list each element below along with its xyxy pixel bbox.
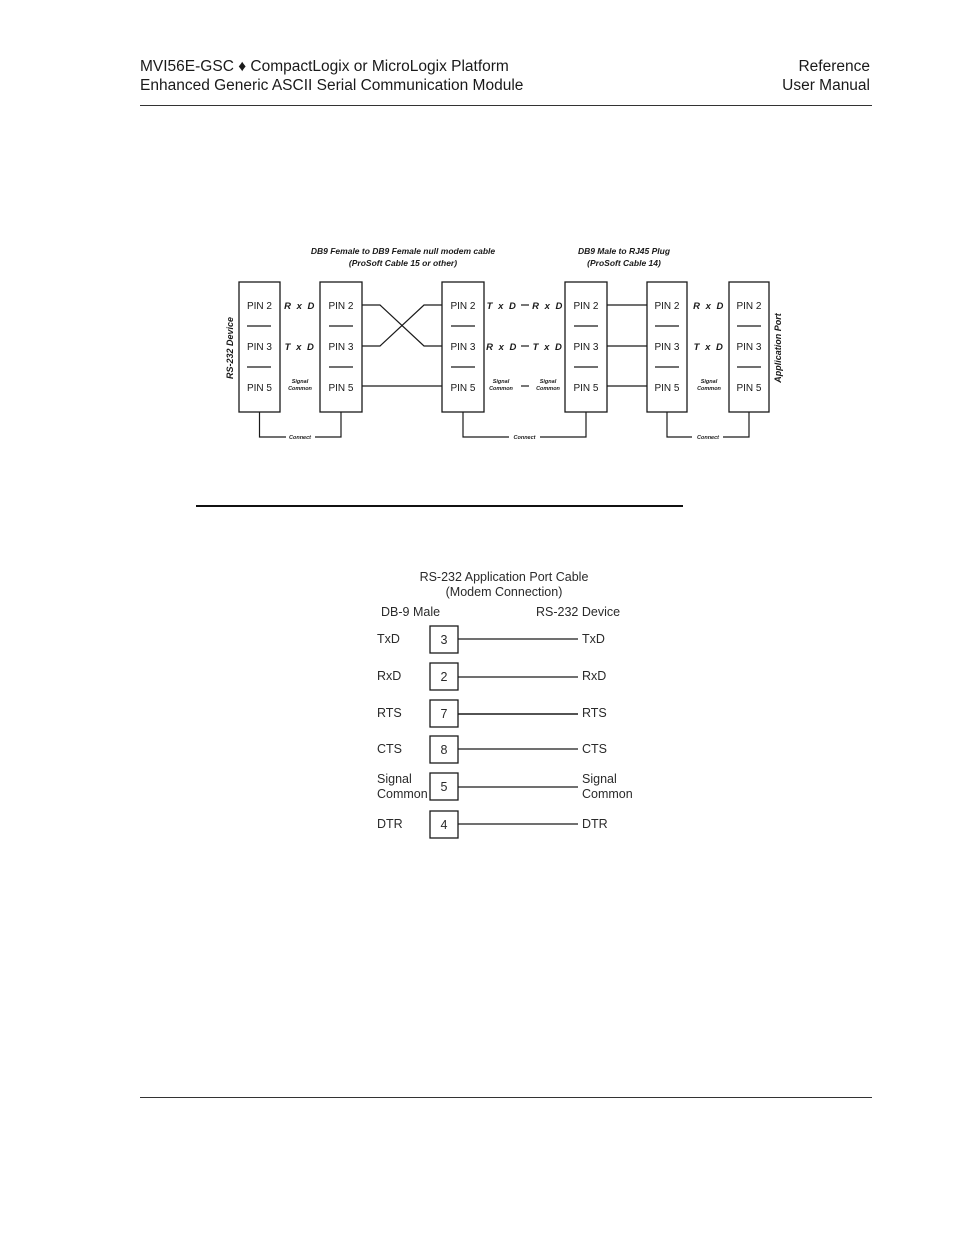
modem-row-signal-common: [377, 772, 633, 801]
mid-common-label-2: Common: [536, 386, 560, 392]
pair1-signal-label: Signal: [291, 379, 309, 385]
connector-box-6: [729, 282, 769, 412]
modem-cable-subtitle: (Modem Connection): [445, 585, 563, 599]
pair1-rxd-label: R x D: [284, 301, 316, 312]
connector-box-1: [239, 282, 280, 412]
null-modem-diagram: [225, 246, 783, 441]
box2-pin3: PIN 3: [328, 342, 354, 353]
row-pin-number: 4: [440, 818, 448, 832]
pair3-txd-label: T x D: [693, 342, 725, 353]
box3-pin3: PIN 3: [450, 342, 476, 353]
modem-row-cts: [377, 736, 607, 763]
row-pin-number: 2: [440, 670, 448, 684]
box5-pin2: PIN 2: [654, 301, 680, 312]
box5-pin3: PIN 3: [654, 342, 680, 353]
application-port-side-label: Application Port: [773, 313, 783, 383]
cable15-subtitle: (ProSoft Cable 15 or other): [348, 258, 458, 268]
box1-pin3: PIN 3: [246, 342, 273, 353]
mid-rxd-label: R x D: [532, 301, 564, 312]
pair3-signal-label: Signal: [700, 379, 718, 385]
mid-txd-label-2: T x D: [532, 342, 564, 353]
row-left-label: Signal: [377, 772, 412, 786]
row-pin-number: 8: [440, 743, 448, 757]
connector-box-4: [565, 282, 607, 412]
box4-pin2: PIN 2: [573, 301, 599, 312]
box6-pin5: PIN 5: [736, 383, 762, 394]
rs232-device-side-label: RS-232 Device: [225, 316, 235, 380]
box3-pin5: PIN 5: [450, 383, 476, 394]
row-left-label: CTS: [377, 742, 402, 756]
pair3-common-label: Common: [697, 386, 721, 392]
mid-common-label: Common: [489, 386, 513, 392]
row-left-label-2: Common: [377, 787, 428, 801]
box2-pin5: PIN 5: [328, 383, 354, 394]
connect-label-1: Connect: [289, 435, 311, 441]
connector-box-2: [320, 282, 362, 412]
row-pin-number: 7: [440, 707, 448, 721]
row-right-label: RTS: [582, 706, 607, 720]
rs232-device-header: RS-232 Device: [536, 605, 621, 619]
row-pin-number: 3: [440, 633, 448, 647]
modem-connection-diagram: [377, 570, 633, 838]
modem-row-dtr: [377, 811, 608, 838]
mid-signal-label: Signal: [492, 379, 510, 385]
cable15-title: DB9 Female to DB9 Female null modem cable: [310, 246, 496, 256]
box3-pin2: PIN 2: [450, 301, 476, 312]
row-left-label: DTR: [377, 817, 403, 831]
cable14-title: DB9 Male to RJ45 Plug: [577, 246, 671, 256]
box1-pin5: PIN 5: [246, 383, 273, 394]
connector-box-5: [647, 282, 687, 412]
modem-row-txd: [377, 626, 605, 653]
connect-label-3: Connect: [697, 435, 719, 441]
modem-cable-title: RS-232 Application Port Cable: [419, 570, 589, 584]
pair3-rxd-label: R x D: [693, 301, 725, 312]
cable14-subtitle: (ProSoft Cable 14): [587, 258, 661, 268]
row-pin-number: 5: [440, 780, 448, 794]
row-right-label-2: Common: [582, 787, 633, 801]
row-left-label: RTS: [377, 706, 402, 720]
row-right-label: TxD: [582, 632, 605, 646]
db9-male-header: DB-9 Male: [381, 605, 441, 619]
connect-bracket-1: [260, 412, 342, 441]
pair1-common-label: Common: [288, 386, 312, 392]
box1-pin2: PIN 2: [246, 301, 273, 312]
mid-rxd-label-2: R x D: [486, 342, 518, 353]
box4-pin5: PIN 5: [573, 383, 599, 394]
box4-pin3: PIN 3: [573, 342, 599, 353]
row-right-label: DTR: [582, 817, 608, 831]
box2-pin2: PIN 2: [328, 301, 354, 312]
connect-bracket-2: [463, 412, 586, 441]
header-doc-type: User Manual: [782, 77, 870, 94]
mid-txd-label: T x D: [486, 301, 518, 312]
row-right-label: CTS: [582, 742, 607, 756]
modem-row-rts: [377, 700, 607, 727]
box6-pin3: PIN 3: [736, 342, 762, 353]
connector-box-3: [442, 282, 484, 412]
mid-signal-label-2: Signal: [539, 379, 557, 385]
modem-row-rxd: [377, 663, 606, 690]
row-left-label: TxD: [377, 632, 400, 646]
header-product-subtitle: Enhanced Generic ASCII Serial Communication Module: [140, 77, 524, 94]
connect-label-2: Connect: [513, 435, 536, 441]
null-modem-wires: [362, 305, 442, 386]
row-left-label: RxD: [377, 669, 402, 683]
header-section: Reference: [798, 58, 870, 75]
box6-pin2: PIN 2: [736, 301, 762, 312]
connect-bracket-3: [667, 412, 749, 441]
header-product-title: MVI56E-GSC ♦ CompactLogix or MicroLogix Platform: [140, 58, 509, 75]
cable14-wires: [607, 305, 647, 386]
row-right-label: RxD: [582, 669, 607, 683]
row-right-label: Signal: [582, 772, 617, 786]
pair1-txd-label: T x D: [284, 342, 316, 353]
box5-pin5: PIN 5: [654, 383, 680, 394]
